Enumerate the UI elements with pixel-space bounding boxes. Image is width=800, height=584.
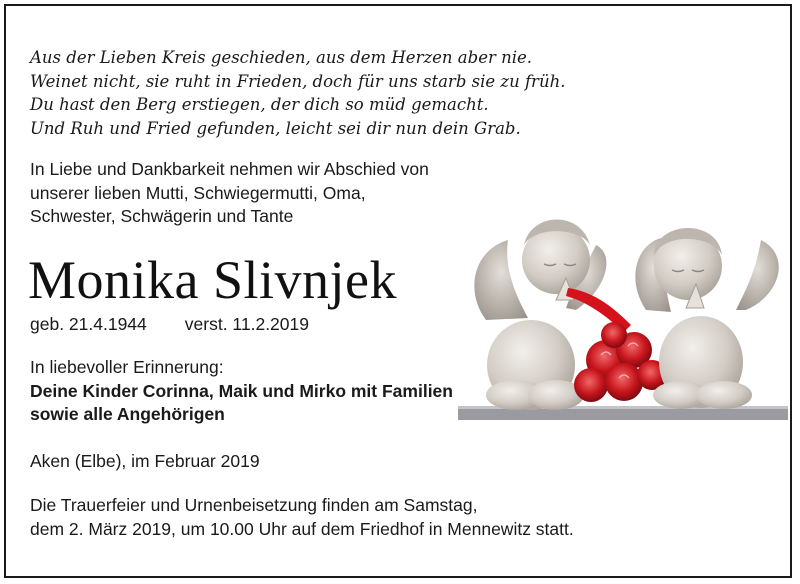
left-wing xyxy=(474,240,528,320)
intro-line: Schwester, Schwägerin und Tante xyxy=(30,206,294,226)
funeral-notice xyxy=(30,494,574,541)
memory-heading: In liebevoller Erinnerung: xyxy=(30,357,224,377)
poem-line: Aus der Lieben Kreis geschieden, aus dem Herzen aber nie. xyxy=(30,48,533,67)
intro-line: In Liebe und Dankbarkeit nehmen wir Abschied von xyxy=(30,159,429,179)
mourners-block xyxy=(30,356,453,427)
birth-date: geb. 21.4.1944 xyxy=(30,314,147,334)
death-date: verst. 11.2.2019 xyxy=(184,314,309,334)
poem xyxy=(30,46,565,140)
deceased-name: Monika Slivnjek xyxy=(28,250,397,310)
cherub-angels-image xyxy=(456,200,790,424)
mourners-line: sowie alle Angehörigen xyxy=(30,404,225,424)
life-dates xyxy=(30,312,309,336)
funeral-line: dem 2. März 2019, um 10.00 Uhr auf dem Friedhof in Mennewitz statt. xyxy=(30,518,574,539)
poem-line: Weinet nicht, sie ruht in Frieden, doch für uns starb sie zu früh. xyxy=(30,71,566,91)
funeral-line: Die Trauerfeier und Urnenbeisetzung finden am Samstag, xyxy=(30,495,478,515)
mourners-line: Deine Kinder Corinna, Maik und Mirko mit Familien xyxy=(30,380,453,401)
stone-base xyxy=(458,408,788,420)
intro-text xyxy=(30,158,429,229)
poem-line: Du hast den Berg erstiegen, der dich so müd gemacht. xyxy=(30,95,489,115)
poem-line: Und Ruh und Fried gefunden, leicht sei dir nun dein Grab. xyxy=(30,118,521,138)
intro-line: unserer lieben Mutti, Schwiegermutti, Oma, xyxy=(30,182,366,203)
place-date: Aken (Elbe), im Februar 2019 xyxy=(30,451,260,471)
